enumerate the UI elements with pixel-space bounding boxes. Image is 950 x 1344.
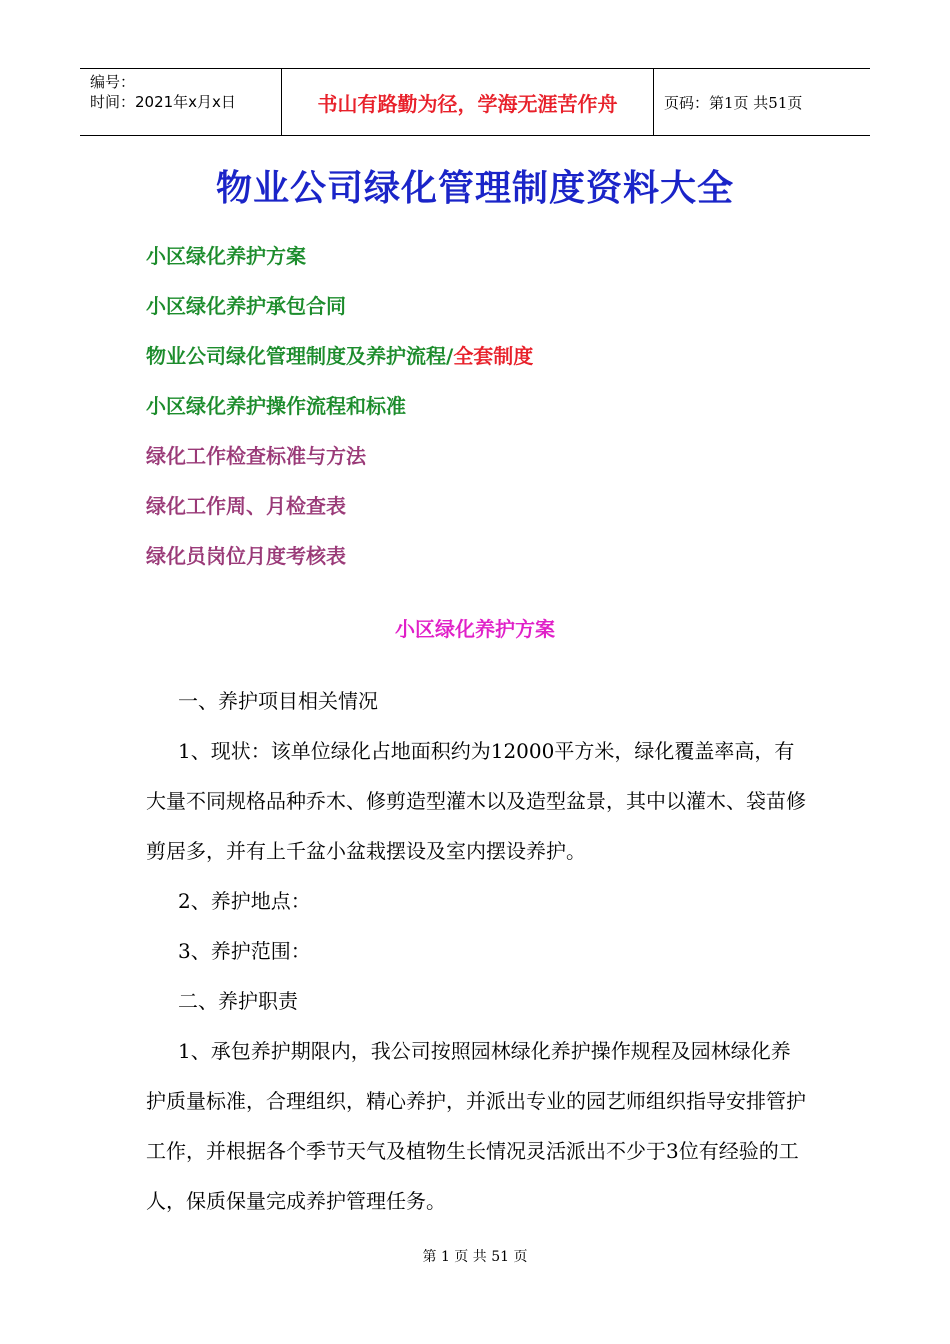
header-motto: 书山有路勤为径，学海无涯苦作舟 (282, 69, 654, 135)
toc-item-management-system-main: 物业公司绿化管理制度及养护流程/ (146, 344, 454, 368)
document-title: 物业公司绿化管理制度资料大全 (215, 167, 734, 209)
paragraph: 2、养护地点： (178, 889, 311, 913)
section-title: 小区绿化养护方案 (395, 617, 555, 641)
toc-item-full-set: 全套制度 (453, 344, 534, 368)
toc-item-operation-standard[interactable]: 小区绿化养护操作流程和标准 (146, 394, 406, 418)
paragraph: 一、养护项目相关情况 (178, 689, 378, 713)
toc-item-check-table[interactable]: 绿化工作周、月检查表 (146, 494, 346, 518)
header-table (80, 68, 870, 136)
toc-item-assessment-table[interactable]: 绿化员岗位月度考核表 (146, 544, 346, 568)
number-label: 编号： (90, 73, 136, 91)
toc-item-contract[interactable]: 小区绿化养护承包合同 (146, 294, 346, 318)
time-label: 时间：2021年x月x日 (90, 93, 236, 111)
paragraph: 3、养护范围： (178, 939, 311, 963)
toc-item-management-system[interactable] (146, 338, 533, 388)
header-meta-cell (80, 69, 282, 135)
paragraph: 1、承包养护期限内，我公司按照园林绿化养护操作规程及园林绿化养护质量标准，合理组织，精心养护，并派出专业的园艺师组织指导安排管护工作，并根据各个季节天气及植物生长情况灵活派出不少于3位有经验的工人，保质保量完成养护管理任务。 (146, 1039, 806, 1213)
toc-item-inspection-standard[interactable]: 绿化工作检查标准与方法 (146, 444, 366, 468)
paragraph: 二、养护职责 (178, 989, 298, 1013)
toc-item-maintenance-plan[interactable]: 小区绿化养护方案 (146, 244, 306, 268)
table-of-contents (146, 238, 533, 588)
paragraph: 1、现状：该单位绿化占地面积约为12000平方米，绿化覆盖率高，有大量不同规格品种乔木、修剪造型灌木以及造型盆景，其中以灌木、袋苗修剪居多，并有上千盆小盆栽摆设及室内摆设养护。 (146, 739, 806, 863)
header-page-info: 页码：第1页 共51页 (664, 93, 803, 112)
page-footer: 第 1 页 共 51 页 (422, 1249, 528, 1265)
body-text (146, 676, 810, 1226)
